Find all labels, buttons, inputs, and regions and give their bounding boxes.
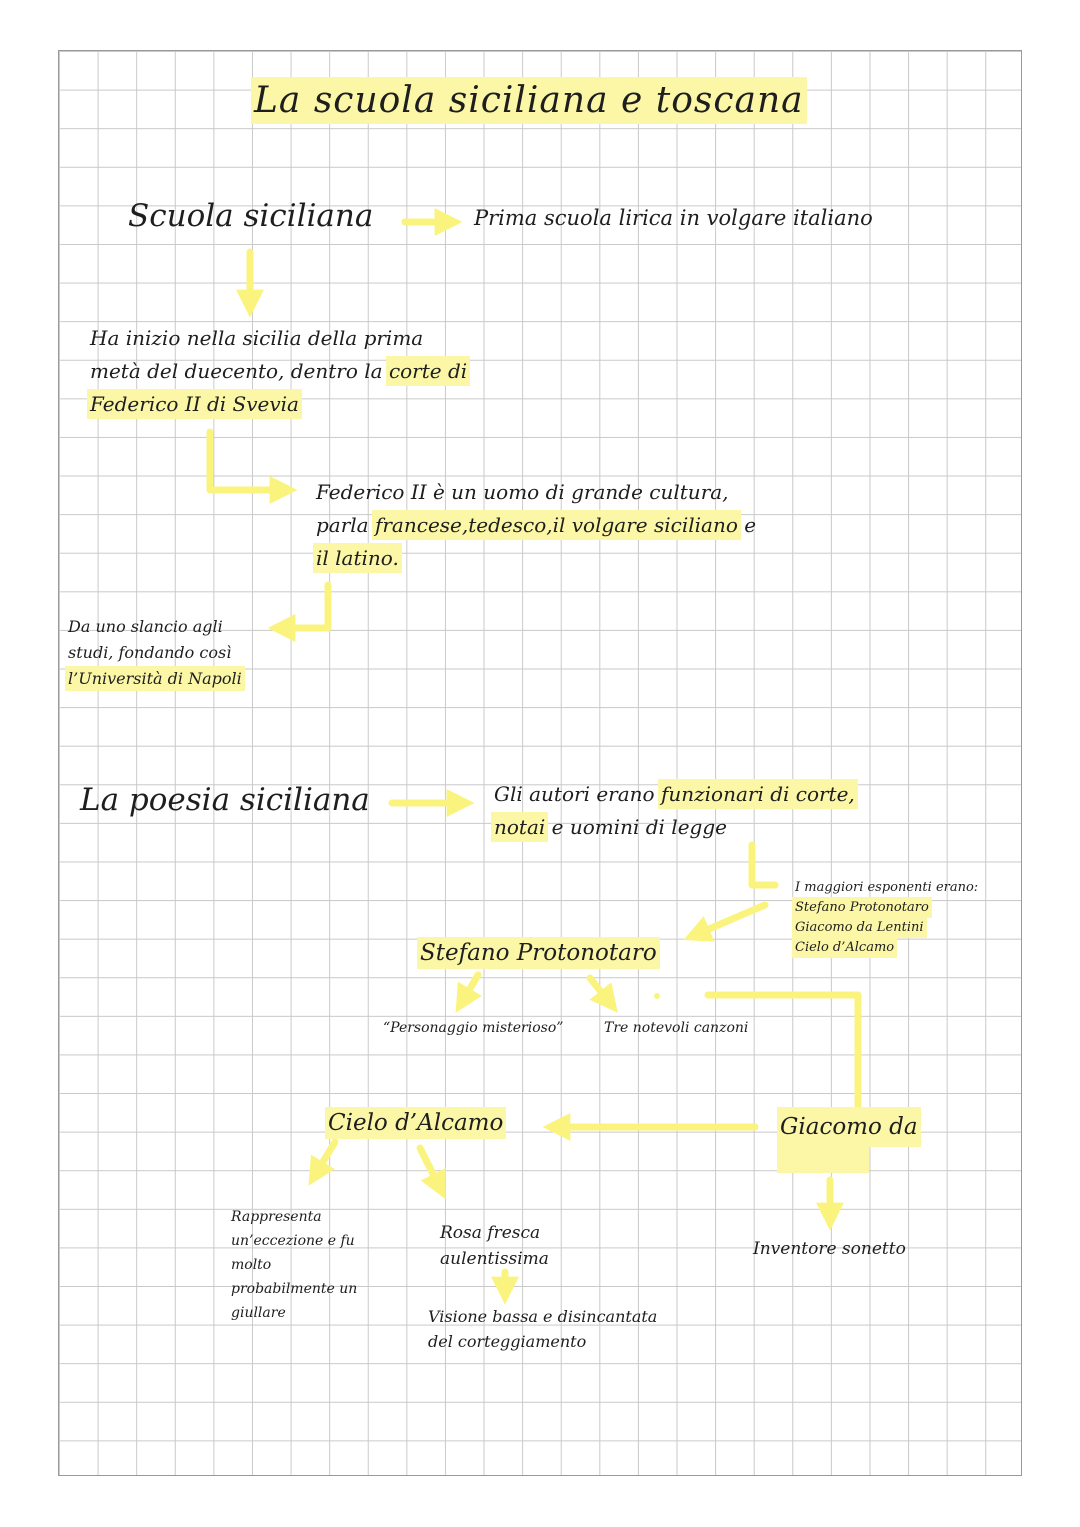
stefano-title: Stefano Protonotaro bbox=[420, 940, 657, 966]
cielo-title: Cielo d’Alcamo bbox=[328, 1110, 504, 1136]
origin-line-2: metà del duecento, dentro la corte di bbox=[90, 359, 468, 383]
universita-line-1: Da uno slancio agli bbox=[68, 617, 223, 636]
giacomo-note: Inventore sonetto bbox=[753, 1239, 906, 1259]
exponent-3: Cielo d’Alcamo bbox=[795, 940, 895, 955]
federico-line-1: Federico II è un uomo di grande cultura, bbox=[316, 480, 729, 504]
universita-line-3 bbox=[68, 666, 242, 692]
highlight-funzionari: funzionari di corte, bbox=[660, 782, 855, 806]
cielo-note-visione: Visione bassa e disincantata del corteggiamento bbox=[428, 1307, 658, 1351]
cielo-note-rosa: Rosa fresca aulentissima bbox=[440, 1223, 549, 1269]
scuola-definition: Prima scuola lirica in volgare italiano bbox=[474, 206, 873, 230]
exponents-note bbox=[795, 878, 978, 958]
federico-note bbox=[316, 476, 756, 575]
giacomo-title bbox=[780, 1110, 918, 1170]
federico-line-3 bbox=[316, 542, 756, 575]
highlight-notai: notai bbox=[494, 815, 546, 839]
highlight-latino: il latino. bbox=[316, 546, 399, 570]
highlight-languages: francese,tedesco,il volgare siciliano bbox=[374, 513, 738, 537]
page-title: La scuola siciliana e toscana bbox=[254, 80, 804, 121]
giacomo-name: Giacomo da bbox=[780, 1110, 918, 1144]
exponent-2: Giacomo da Lentini bbox=[795, 920, 924, 935]
authors-line-2: notai e uomini di legge bbox=[494, 815, 727, 839]
authors-note bbox=[494, 778, 855, 844]
authors-line-1: Gli autori erano funzionari di corte, bbox=[494, 782, 855, 806]
stefano-note-canzoni: Tre notevoli canzoni bbox=[604, 1020, 749, 1036]
exponent-1: Stefano Protonotaro bbox=[795, 900, 929, 915]
exponents-intro: I maggiori esponenti erano: bbox=[795, 880, 979, 895]
origin-line-3 bbox=[90, 388, 467, 421]
universita-line-2: studi, fondando così bbox=[68, 643, 232, 662]
poesia-heading: La poesia siciliana bbox=[80, 782, 370, 818]
highlight-corte: corte di bbox=[388, 359, 468, 383]
universita-note bbox=[68, 614, 242, 692]
highlight-universita: l’Università di Napoli bbox=[68, 669, 242, 688]
federico-line-2: parla francese,tedesco,il volgare siciliano e bbox=[316, 513, 757, 537]
giacomo-blank-highlight bbox=[780, 1148, 866, 1170]
origin-line-1: Ha inizio nella sicilia della prima bbox=[90, 326, 424, 350]
stefano-note-mysterious: “Personaggio misterioso” bbox=[383, 1020, 564, 1036]
scuola-heading: Scuola siciliana bbox=[128, 198, 374, 234]
origin-note bbox=[90, 322, 467, 421]
highlight-federico: Federico II di Svevia bbox=[90, 392, 299, 416]
cielo-note-giullare: Rappresenta un’eccezione e fu molto probabilmente un giullare bbox=[231, 1209, 358, 1321]
